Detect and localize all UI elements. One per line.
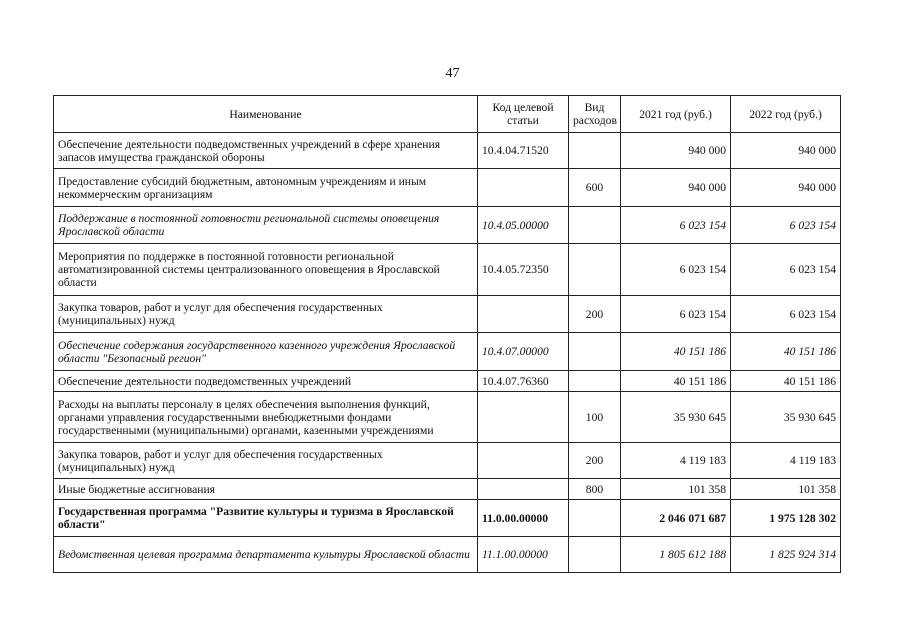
- cell-2021: 940 000: [621, 133, 731, 169]
- column-header-vid: Вид расходов: [569, 96, 621, 133]
- cell-2022: 35 930 645: [731, 392, 841, 443]
- table-row: [54, 371, 841, 392]
- cell-2021: 6 023 154: [621, 244, 731, 296]
- cell-2022: 6 023 154: [731, 296, 841, 333]
- table-row: [54, 479, 841, 500]
- cell-vid: 800: [569, 479, 621, 500]
- cell-2022: 40 151 186: [731, 371, 841, 392]
- cell-2022: 940 000: [731, 169, 841, 207]
- cell-vid: 200: [569, 296, 621, 333]
- table-row: [54, 169, 841, 207]
- budget-table: [53, 95, 841, 573]
- cell-name: Обеспечение содержания государственного казенного учреждения Ярославской области "Безопасный регион": [54, 333, 478, 371]
- cell-vid: 100: [569, 392, 621, 443]
- cell-2021: 4 119 183: [621, 443, 731, 479]
- cell-vid: [569, 333, 621, 371]
- cell-code: 10.4.04.71520: [478, 133, 569, 169]
- cell-name: Поддержание в постоянной готовности региональной системы оповещения Ярославской области: [54, 207, 478, 244]
- cell-name: Мероприятия по поддержке в постоянной готовности региональной автоматизированной системы централизованного оповещения в Ярославской области: [54, 244, 478, 296]
- cell-code: 11.0.00.00000: [478, 500, 569, 537]
- cell-vid: [569, 371, 621, 392]
- cell-name: Иные бюджетные ассигнования: [54, 479, 478, 500]
- table-row: [54, 333, 841, 371]
- table-row: [54, 500, 841, 537]
- table-row: [54, 244, 841, 296]
- page-number: 47: [445, 66, 460, 81]
- cell-code: [478, 479, 569, 500]
- cell-2022: 6 023 154: [731, 244, 841, 296]
- cell-name: Государственная программа "Развитие культуры и туризма в Ярославской области": [54, 500, 478, 537]
- cell-name: Обеспечение деятельности подведомственных учреждений в сфере хранения запасов имущества гражданской обороны: [54, 133, 478, 169]
- cell-vid: [569, 207, 621, 244]
- column-header-2021: 2021 год (руб.): [621, 96, 731, 133]
- cell-code: 10.4.05.00000: [478, 207, 569, 244]
- cell-2022: 40 151 186: [731, 333, 841, 371]
- table-row: [54, 537, 841, 573]
- cell-code: 10.4.07.76360: [478, 371, 569, 392]
- cell-vid: 600: [569, 169, 621, 207]
- column-header-name: Наименование: [54, 96, 478, 133]
- cell-vid: [569, 500, 621, 537]
- column-header-2022: 2022 год (руб.): [731, 96, 841, 133]
- cell-2021: 101 358: [621, 479, 731, 500]
- cell-2022: 101 358: [731, 479, 841, 500]
- table-row: [54, 443, 841, 479]
- cell-2021: 1 805 612 188: [621, 537, 731, 573]
- cell-name: Расходы на выплаты персоналу в целях обеспечения выполнения функций, органами управления государственными внебюджетными фондами государственными (муниципальными) органами, казенными учреждениями: [54, 392, 478, 443]
- cell-2022: 1 825 924 314: [731, 537, 841, 573]
- cell-2021: 2 046 071 687: [621, 500, 731, 537]
- cell-vid: [569, 244, 621, 296]
- cell-code: [478, 392, 569, 443]
- cell-vid: 200: [569, 443, 621, 479]
- table-body: [54, 133, 841, 573]
- cell-name: Закупка товаров, работ и услуг для обеспечения государственных (муниципальных) нужд: [54, 296, 478, 333]
- cell-vid: [569, 133, 621, 169]
- cell-code: 10.4.05.72350: [478, 244, 569, 296]
- cell-name: Обеспечение деятельности подведомственных учреждений: [54, 371, 478, 392]
- cell-name: Ведомственная целевая программа департамента культуры Ярославской области: [54, 537, 478, 573]
- cell-2022: 4 119 183: [731, 443, 841, 479]
- cell-2022: 6 023 154: [731, 207, 841, 244]
- cell-2021: 40 151 186: [621, 333, 731, 371]
- cell-code: 10.4.07.00000: [478, 333, 569, 371]
- table-row: [54, 133, 841, 169]
- column-header-code: Код целевой статьи: [478, 96, 569, 133]
- table-header-row: [54, 96, 841, 133]
- table-row: [54, 392, 841, 443]
- cell-code: [478, 443, 569, 479]
- cell-code: [478, 296, 569, 333]
- cell-name: Закупка товаров, работ и услуг для обеспечения государственных (муниципальных) нужд: [54, 443, 478, 479]
- cell-name: Предоставление субсидий бюджетным, автономным учреждениям и иным некоммерческим организациям: [54, 169, 478, 207]
- cell-2021: 6 023 154: [621, 296, 731, 333]
- cell-code: 11.1.00.00000: [478, 537, 569, 573]
- table-row: [54, 296, 841, 333]
- cell-2022: 1 975 128 302: [731, 500, 841, 537]
- cell-2022: 940 000: [731, 133, 841, 169]
- cell-2021: 940 000: [621, 169, 731, 207]
- table-row: [54, 207, 841, 244]
- cell-vid: [569, 537, 621, 573]
- cell-2021: 6 023 154: [621, 207, 731, 244]
- cell-2021: 40 151 186: [621, 371, 731, 392]
- cell-2021: 35 930 645: [621, 392, 731, 443]
- cell-code: [478, 169, 569, 207]
